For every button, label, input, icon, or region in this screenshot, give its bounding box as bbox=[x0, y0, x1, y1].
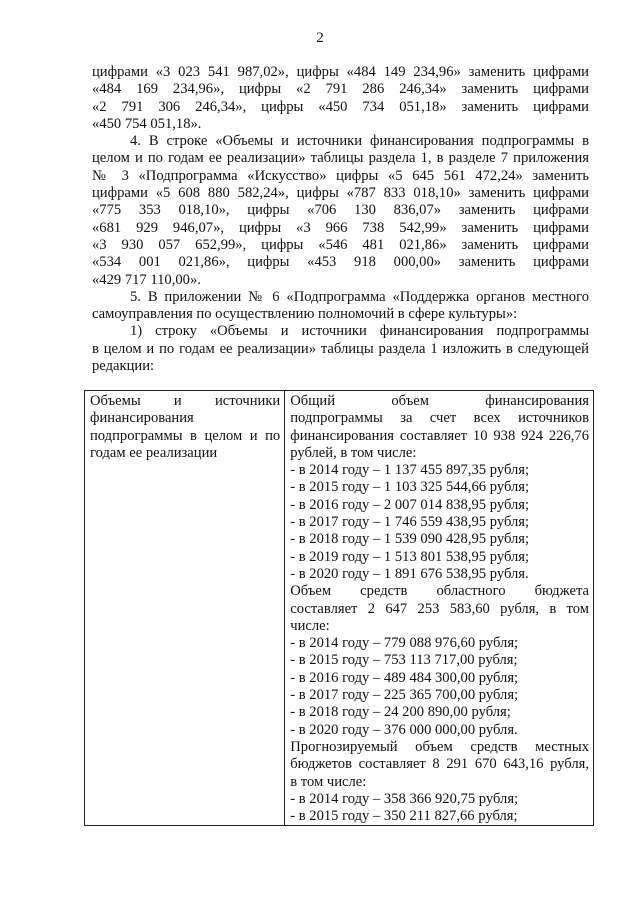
text-line: «681 929 946,07», цифры «3 966 738 542,99» заменить цифрами bbox=[92, 219, 589, 236]
text-line: годам ее реализации bbox=[90, 444, 218, 461]
text-line: № 3 «Подпрограмма «Искусство» цифры «5 645 561 472,24» заменить bbox=[92, 167, 589, 184]
text-line: числе: bbox=[290, 617, 330, 634]
text-line: рублей, в том числе: bbox=[290, 444, 417, 461]
table-cell-label bbox=[85, 391, 285, 826]
list-item: - в 2015 году – 1 103 325 544,66 рубля; bbox=[290, 479, 530, 496]
list-item: - в 2018 году – 24 200 890,00 рубля; bbox=[290, 704, 511, 721]
list-item: - в 2014 году – 358 366 920,75 рубля; bbox=[290, 790, 519, 807]
text-line: редакции: bbox=[92, 358, 155, 375]
text-line: «534 001 021,86», цифры «453 918 000,00» заменить цифрами bbox=[92, 254, 589, 271]
text-line: финансирования bbox=[90, 410, 194, 427]
text-line: «775 353 018,10», цифры «706 130 836,07» заменить цифрами bbox=[92, 202, 589, 219]
text-line: «484 169 234,96», цифры «2 791 286 246,34» заменить цифрами bbox=[92, 81, 589, 98]
table-cell-value bbox=[285, 391, 594, 826]
text-line: Объемы и источники bbox=[90, 393, 281, 409]
text-line: Общий объем финансирования bbox=[290, 393, 589, 409]
list-item: - в 2019 году – 1 513 801 538,95 рубля; bbox=[290, 548, 530, 565]
text-line: целом и по годам ее реализации» таблицы раздела 1, в разделе 7 приложения bbox=[92, 150, 589, 167]
text-line: цифрами «5 608 880 582,24», цифры «787 833 018,10» заменить цифрами bbox=[92, 185, 589, 202]
list-item: - в 2015 году – 350 211 827,66 рубля; bbox=[290, 808, 518, 825]
document-body bbox=[92, 64, 589, 375]
list-item: - в 2016 году – 2 007 014 838,95 рубля; bbox=[290, 496, 530, 513]
list-item: - в 2014 году – 1 137 455 897,35 рубля; bbox=[290, 462, 530, 479]
text-line: 1) строку «Объемы и источники финансирования подпрограммы bbox=[130, 323, 589, 340]
page-number: 2 bbox=[316, 30, 324, 46]
list-item: - в 2015 году – 753 113 717,00 рубля; bbox=[290, 652, 518, 669]
text-line: Объем средств областного бюджета bbox=[290, 583, 589, 600]
text-line: 4. В строке «Объемы и источники финансирования подпрограммы в bbox=[130, 133, 589, 150]
text-line: бюджетов составляет 8 291 670 643,16 рубля, bbox=[290, 756, 589, 773]
table-row bbox=[85, 391, 594, 826]
text-line: в целом и по годам ее реализации» таблицы раздела 1 изложить в следующей bbox=[92, 340, 589, 357]
list-item: - в 2020 году – 376 000 000,00 рубля. bbox=[290, 721, 518, 738]
list-item: - в 2016 году – 489 484 300,00 рубля; bbox=[290, 669, 519, 686]
text-line: 5. В приложении № 6 «Подпрограмма «Поддержка органов местного bbox=[130, 288, 589, 305]
text-line: «450 754 051,18». bbox=[92, 115, 202, 132]
list-item: - в 2014 году – 779 088 976,60 рубля; bbox=[290, 635, 519, 652]
text-line: «3 930 057 652,99», цифры «546 481 021,86» заменить цифрами bbox=[92, 236, 589, 253]
list-item: - в 2017 году – 1 746 559 438,95 рубля; bbox=[290, 514, 530, 531]
text-line: финансирования составляет 10 938 924 226,76 bbox=[290, 427, 589, 444]
list-item: - в 2018 году – 1 539 090 428,95 рубля; bbox=[290, 531, 530, 548]
paragraph-4 bbox=[92, 323, 589, 375]
text-line: в том числе: bbox=[290, 773, 367, 790]
text-line: подпрограммы за счет всех источников bbox=[290, 410, 589, 427]
financing-table bbox=[84, 390, 594, 826]
text-line: «429 717 110,00». bbox=[92, 271, 201, 288]
paragraph-3 bbox=[92, 289, 589, 324]
paragraph-2 bbox=[92, 133, 589, 289]
paragraph-1 bbox=[92, 64, 589, 133]
text-line: цифрами «3 023 541 987,02», цифры «484 149 234,96» заменить цифрами bbox=[92, 64, 589, 80]
text-line: составляет 2 647 253 583,60 рубля, в том bbox=[290, 600, 589, 617]
text-line: подпрограммы в целом и по bbox=[90, 427, 281, 444]
list-item: - в 2020 году – 1 891 676 538,95 рубля. bbox=[290, 565, 529, 582]
text-line: самоуправления по осуществлению полномочий в сфере культуры»: bbox=[92, 306, 518, 323]
list-item: - в 2017 году – 225 365 700,00 рубля; bbox=[290, 687, 519, 704]
text-line: Прогнозируемый объем средств местных bbox=[290, 738, 589, 755]
text-line: «2 791 306 246,34», цифры «450 734 051,18» заменить цифрами bbox=[92, 98, 589, 115]
